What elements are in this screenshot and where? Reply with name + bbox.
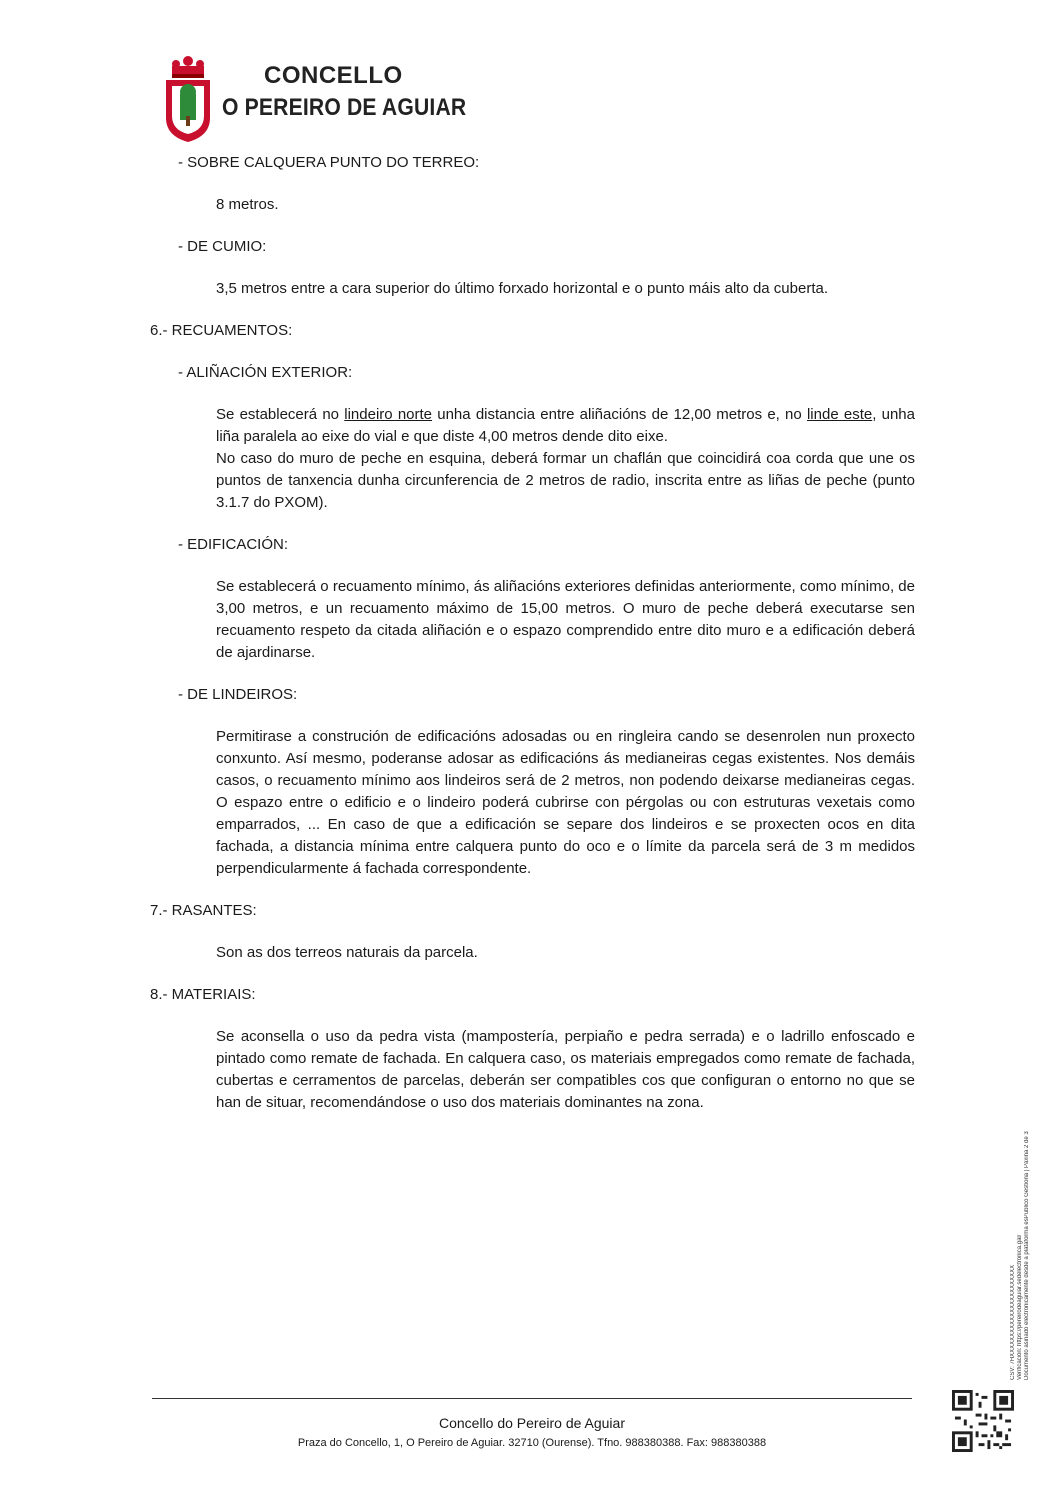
side-line-3: Documento asinado electronicamente desde a plataforma esPublico Gestiona | Páxina 2 de 3: [1024, 1131, 1030, 1380]
document-body: [150, 152, 915, 1134]
paragraph-edificacion: Se establecerá o recuamento mínimo, ás aliñacións exteriores definidas anteriormente, como mínimo, de 3,00 metros, e un recuamento máximo de 15,00 metros. O muro de peche deberá executarse sen recuamento respeto da citada aliñación e o espazo comprendido entre dito muro e a edificación deberá de ajardinarse.: [216, 578, 915, 661]
paragraph-sobre: 8 metros.: [216, 196, 279, 213]
underlined-lindeiro-norte: lindeiro norte: [344, 406, 433, 423]
org-line-2: O PEREIRO DE AGUIAR: [222, 94, 467, 121]
subheading-sobre: - SOBRE CALQUERA PUNTO DO TERREO:: [178, 154, 480, 171]
subheading-alinacion: - ALIÑACIÓN EXTERIOR:: [178, 364, 353, 381]
paragraph-alinacion-1: Se establecerá no lindeiro norte unha distancia entre aliñacións de 12,00 metros e, no linde este, unha liña paralela ao eixe do vial e que diste 4,00 metros dende dito eixe.: [216, 406, 915, 445]
section-6-heading: 6.- RECUAMENTOS:: [150, 322, 293, 339]
section-7-heading: 7.- RASANTES:: [150, 902, 257, 919]
subheading-cumio: - DE CUMIO:: [178, 238, 267, 255]
side-verification-text: [1010, 940, 1031, 1380]
footer-divider: [152, 1398, 912, 1399]
footer-name: Concello do Pereiro de Aguiar: [438, 1415, 625, 1431]
side-line-2: Verificación: https://pereirodeaguiar.sedelectronica.gal/: [1017, 1234, 1023, 1380]
side-line-1: CSV: 7HXXXXXXXXXXXXXXXXXXXXXXX: [1010, 1264, 1016, 1380]
paragraph-materiais: Se aconsella o uso da pedra vista (mampostería, perpiaño e pedra serrada) e o ladrillo enfoscado e pintado como remate de fachada. En calquera caso, os materiais empregados como remate de fachada, cubertas e cerramentos de parcelas, deberán ser compatibles cos que configuran o entorno no que se han de situar, recomendándose o uso dos materiais dominantes na zona.: [216, 1028, 915, 1111]
subheading-lindeiros: - DE LINDEIROS:: [178, 686, 298, 703]
paragraph-lindeiros: Permitirase a construción de edificacións adosadas ou en ringleira cando se desenrolen nun proxecto conxunto. Así mesmo, poderanse adosar as edificacións ás medianeiras cegas existentes. Nos demáis casos, o recuamento mínimo aos lindeiros será de 2 metros, non podendo deixarse medianeiras cegas. O espazo entre o edificio e o lindeiro poderá cubrirse con pérgolas ou con estruturas vexetais como emparrados, ... En caso de que a edificación se separe dos lindeiros e se proxecten ocos en dita fachada, a distancia mínima entre calquera punto do oco e o límite da parcela será de 3 m medidos perpendicularmente á fachada correspondente.: [216, 728, 915, 877]
subheading-edificacion: - EDIFICACIÓN:: [178, 536, 289, 553]
organization-name: [222, 62, 500, 122]
org-line-1: CONCELLO: [264, 62, 403, 89]
section-8-heading: 8.- MATERIAIS:: [150, 986, 256, 1003]
underlined-linde-este: linde este: [806, 406, 873, 423]
paragraph-alinacion-2: No caso do muro de peche en esquina, deberá formar un chaflán que coincidirá coa corda que une os puntos de tanxencia dunha circunferencia de 2 metros de radio, inscrita entre as liñas de peche (punto 3.1.7 do PXOM).: [216, 450, 915, 511]
paragraph-alinacion: [150, 404, 915, 514]
crown-icon: [172, 56, 204, 78]
footer-address: Praza do Concello, 1, O Pereiro de Aguiar. 32710 (Ourense). Tfno. 988380388. Fax: 988380388: [297, 1437, 767, 1449]
paragraph-rasantes: Son as dos terreos naturais da parcela.: [216, 944, 478, 961]
paragraph-cumio: 3,5 metros entre a cara superior do último forxado horizontal e o punto máis alto da cuberta.: [216, 280, 829, 297]
concello-crest-logo: [162, 56, 214, 144]
qr-code-icon: [952, 1390, 1014, 1452]
